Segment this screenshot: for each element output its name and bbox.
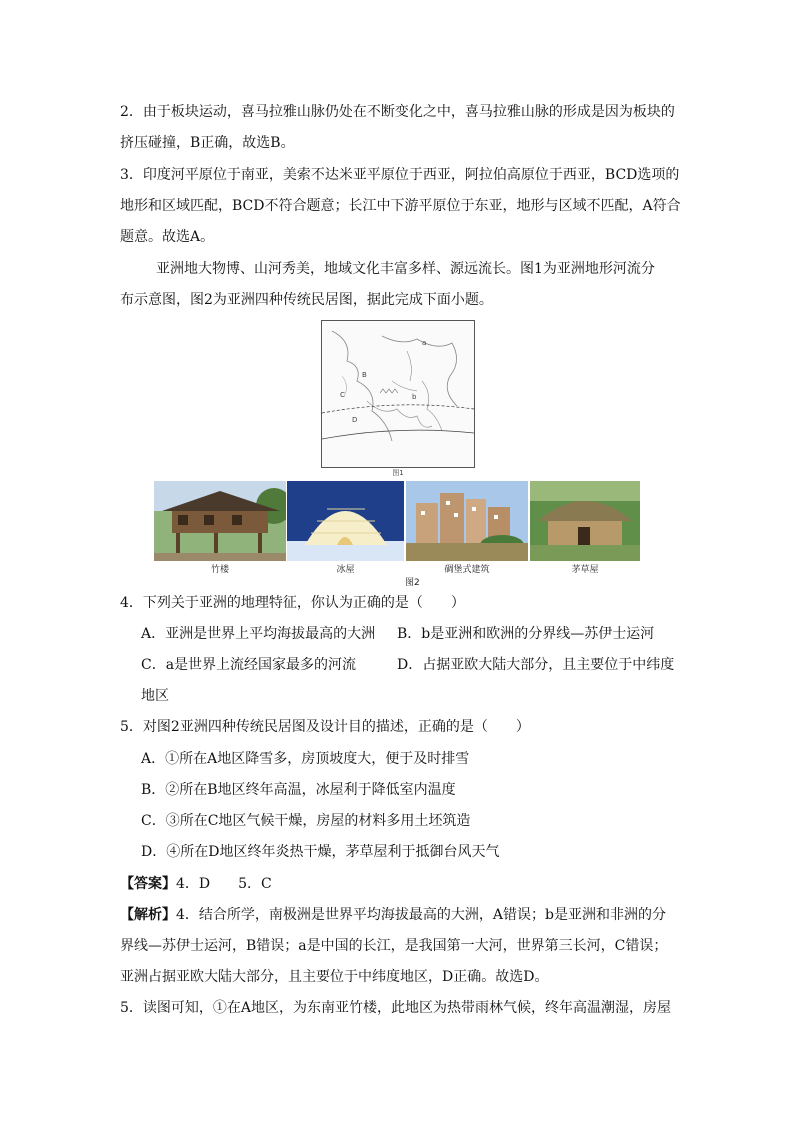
- paragraph-line: 布示意图，图2为亚洲四种传统民居图，据此完成下面小题。: [120, 292, 493, 308]
- question-5-option-b: B．②所在B地区终年高温，冰屋利于降低室内温度: [141, 782, 456, 798]
- analysis-line: 界线—苏伊士运河，B错误；a是中国的长江，是我国第一大河，世界第三长河，C错误；: [120, 938, 668, 954]
- question-4-option-d-cont: 地区: [141, 688, 169, 704]
- analysis-line: 5．读图可知，①在A地区，为东南亚竹楼，此地区为热带雨林气候，终年高温潮湿，房屋: [120, 1000, 672, 1016]
- answer-tag: 【答案】: [120, 876, 176, 892]
- paragraph-line: 题意。故选A。: [120, 229, 215, 245]
- question-4-option-b: B．b是亚洲和欧洲的分界线—苏伊士运河: [397, 626, 655, 642]
- question-4-option-c: C．a是世界上流经国家最多的河流: [141, 657, 357, 673]
- paragraph-line: 3．印度河平原位于南亚，美索不达米亚平原位于西亚，阿拉伯高原位于西亚，BCD选项的: [120, 167, 680, 183]
- question-5-option-a: A．①所在A地区降雪多，房顶坡度大，便于及时排雪: [141, 751, 470, 767]
- figure1-caption: 图1: [392, 469, 404, 477]
- photo-label: 碉堡式建筑: [444, 565, 490, 575]
- fortress-building-photo: [406, 481, 528, 561]
- question-5-option-d: D．④所在D地区终年炎热干燥，茅草屋利于抵御台风天气: [141, 844, 500, 860]
- thatched-hut-photo: [530, 481, 640, 561]
- photo-label: 冰屋: [336, 565, 355, 575]
- igloo-photo: [287, 481, 404, 561]
- paragraph-line: 地形和区域匹配，BCD不符合题意；长江中下游平原位于东亚，地形与区域不匹配，A符合: [120, 198, 681, 214]
- map-label-b-upper: B: [362, 371, 367, 379]
- question-5-option-c: C．③所在C地区气候干燥，房屋的材料多用土坯筑造: [141, 813, 471, 829]
- question-4-option-d: D．占据亚欧大陆大部分，且主要位于中纬度: [397, 657, 675, 673]
- paragraph-line: 亚洲地大物博、山河秀美，地域文化丰富多样、源远流长。图1为亚洲地形河流分: [156, 261, 655, 277]
- analysis-line: 亚洲占据亚欧大陆大部分，且主要位于中纬度地区，D正确。故选D。: [120, 969, 549, 985]
- figure2-caption: 图2: [405, 578, 420, 588]
- analysis-line: [120, 905, 666, 925]
- analysis-tag: 【解析】: [120, 907, 176, 923]
- answer-text: 4．D 5．C: [176, 876, 272, 892]
- answer-line: [120, 874, 272, 894]
- photo-label: 竹楼: [210, 565, 229, 575]
- paragraph-line: 挤压碰撞，B正确，故选B。: [120, 135, 295, 151]
- paragraph-line: 2．由于板块运动，喜马拉雅山脉仍处在不断变化之中，喜马拉雅山脉的形成是因为板块的: [120, 104, 675, 120]
- map-label-c: C: [340, 391, 345, 399]
- asia-map-figure: [321, 320, 475, 468]
- question-5-stem: 5．对图2亚洲四种传统民居图及设计目的描述，正确的是（ ）: [120, 719, 530, 735]
- bamboo-house-photo: [154, 481, 286, 561]
- photo-label: 茅草屋: [571, 565, 599, 575]
- question-4-option-a: A．亚洲是世界上平均海拔最高的大洲: [141, 626, 376, 642]
- analysis-text: 4．结合所学，南极洲是世界平均海拔最高的大洲，A错误；b是亚洲和非洲的分: [176, 907, 666, 923]
- map-label-d: D: [352, 416, 358, 424]
- map-label-a: a: [422, 339, 427, 347]
- map-label-b-lower: b: [412, 393, 417, 401]
- question-4-stem: 4．下列关于亚洲的地理特征，你认为正确的是（ ）: [120, 595, 465, 611]
